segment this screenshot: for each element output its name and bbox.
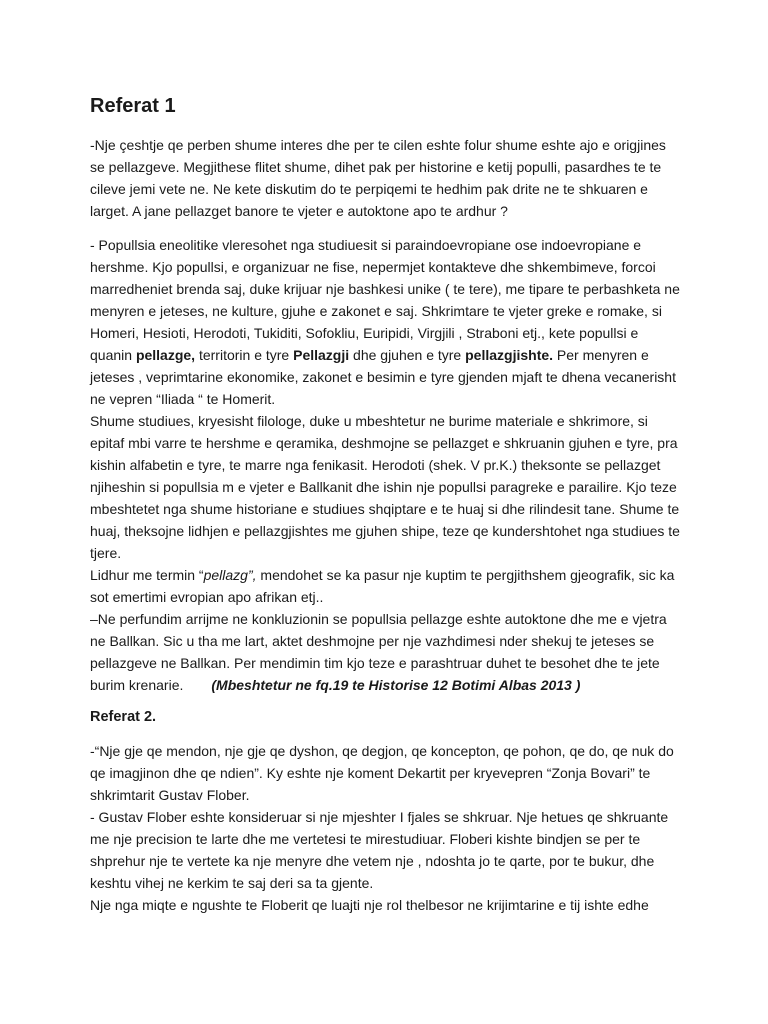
referat-1-title: Referat 1 (90, 95, 176, 117)
referat-1-conclusion-paragraph: –Ne perfundim arrijme ne konkluzionin se popullsia pellazge eshte autoktone dhe me e vjetra ne Ballkan. Sic u tha me lart, aktet deshmojne per nje vazhdimesi nder shekuj te jeteses se pellazgeve ne Ballkan. Per mendimin tim kjo teze e parashtruar duhet te besohet dhe te jete burim krenarie. (Mbeshtetur ne fq.19 te Historise 12 Botimi Albas 2013 ) (90, 611, 667, 693)
referat-2-title: Referat 2. (90, 709, 157, 725)
referat-1-intro-paragraph: -Nje çeshtje qe perben shume interes dhe per te cilen eshte folur shume eshte ajo e origjines se pellazgeve. Megjithese flitet shume, dihet pak per historine e ketij populli, pasardhes te te cileve jemi vete ne. Ne kete diskutim do te perpiqemi te hedhim pak drite ne te shkuaren e larget. A jane pellazget banore te vjeter e autoktone apo te ardhur ? (90, 137, 666, 219)
document-page (90, 92, 680, 916)
term-pellazgjishte: pellazgjishte. (465, 347, 554, 363)
term-pellazg: pellazg”, (203, 567, 257, 583)
referat-1-term-paragraph: Lidhur me termin “pellazg”, mendohet se ka pasur nje kuptim te pergjithshem gjeografik, sic ka sot emertimi evropian apo afrikan etj.. (90, 567, 675, 605)
referat-2-friends-paragraph: Nje nga miqte e ngushte te Floberit qe luajti nje rol thelbesor ne krijimtarine e tij ishte edhe (90, 897, 649, 913)
term-pellazge: pellazge, (135, 347, 196, 363)
referat-2-flober-paragraph: - Gustav Flober eshte konsideruar si nje mjeshter I fjales se shkruar. Nje hetues qe shkruante me nje precision te larte dhe me vertetesi te mirestudiuar. Floberi kishte bindjen se per te shprehur nje te vertete ka nje menyre dhe vetem nje , ndoshta jo te qarte, por te bukur, dhe keshtu vihej ne kerkim te saj deri sa ta gjente. (90, 809, 669, 891)
source-citation: (Mbeshtetur ne fq.19 te Historise 12 Botimi Albas 2013 ) (211, 677, 581, 693)
referat-2-quote-paragraph: -“Nje gje qe mendon, nje gje qe dyshon, qe degjon, qe koncepton, qe pohon, qe do, qe nuk do qe imagjinon dhe qe ndien”. Ky eshte nje koment Dekartit per kryevepren “Zonja Bovari” te shkrimtarit Gustav Flober. (90, 743, 674, 803)
term-pellazgji: Pellazgji (293, 347, 350, 363)
referat-1-scholars-paragraph: Shume studiues, kryesisht filologe, duke u mbeshtetur ne burime materiale e shkrimore, si epitaf mbi varre te hershme e qeramika, deshmojne se pellazget e shkruanin gjuhen e tyre, pra kishin alfabetin e tyre, te marre nga fenikasit. Herodoti (shek. V pr.K.) theksonte se pellazget njiheshin si popullsia m e vjeter e Ballkanit dhe ishin nje popullsi paragreke e parailire. Kjo teze mbeshtetet nga shume historiane e studiues shqiptare e te huaj si dhe rilindesit tane. Shume te huaj, theksojne lidhjen e pellazgjishtes me gjuhen shipe, teze qe kundershtohet nga studiues te tjere. (90, 413, 680, 561)
referat-1-eneolithic-paragraph: - Popullsia eneolitike vleresohet nga studiuesit si paraindoevropiane ose indoevropiane e hershme. Kjo popullsi, e organizuar ne fise, nepermjet kontakteve dhe shkembimeve, forcoi marredheniet brenda saj, duke krijuar nje bashkesi unike ( te tere), me tipare te perbashketa ne menyren e jeteses, ne kulture, gjuhe e zakonet e saj. Shkrimtare te vjeter greke e romake, si Homeri, Hesioti, Herodoti, Tukiditi, Sofokliu, Euripidi, Virgjili , Straboni etj., kete popullsi e quanin pellazge, territorin e tyre Pellazgji dhe gjuhen e tyre pellazgjishte. Per menyren e jeteses , veprimtarine ekonomike, zakonet e besimin e tyre gjenden mjaft te dhena vecanerisht ne vepren “Iliada “ te Homerit. (90, 237, 680, 407)
